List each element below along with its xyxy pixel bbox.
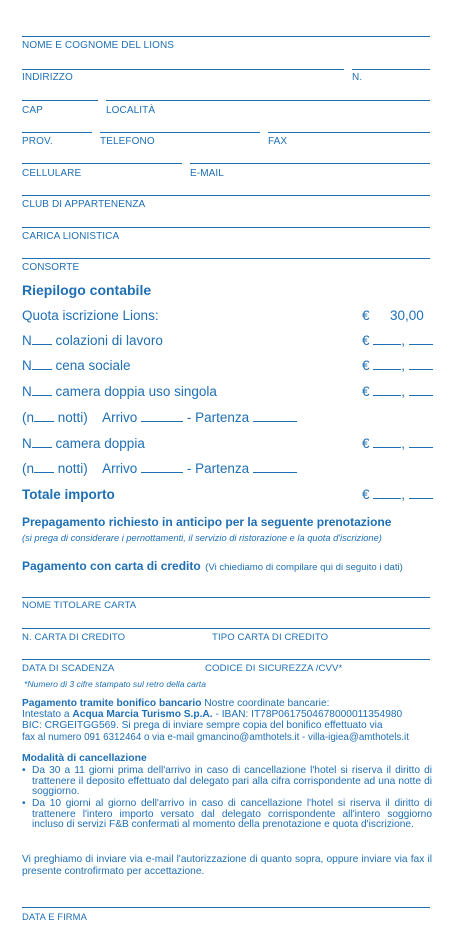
name-line[interactable] (22, 36, 430, 37)
breakfast-euro-input[interactable] (373, 334, 401, 345)
spouse-label: CONSORTE (22, 262, 80, 273)
breakfast-row: N colazioni di lavoro (22, 333, 163, 348)
cap-label: CAP (22, 105, 43, 116)
phone-label: TELEFONO (100, 136, 155, 147)
summary-title: Riepilogo contabile (22, 282, 152, 298)
bank-section: Pagamento tramite bonifico bancario Nostre coordinate bancarie: Intestato a Acqua Marcia Turismo S.p.A. - IBAN: IT78P0617504678000011354980 BIC: CRGEITGG569. Si prega di inviare sempre copia del bonifico effettuato via fax al numero 091 6312464 o via e-mail gmancino@amthotels.it - villa-igiea@amthotels.it (22, 698, 432, 743)
cancel-title: Modalità di cancellazione (22, 753, 147, 764)
total-euro-input[interactable] (373, 488, 401, 499)
arrival-1-input[interactable] (141, 411, 183, 422)
prepay-subtitle: (si prega di considerare i pernottamenti, il servizio di ristorazione e la quota d'iscrizione) (22, 533, 382, 543)
fax-label: FAX (268, 136, 288, 147)
double-amount: € , (362, 436, 433, 451)
name-label: NOME E COGNOME DEL LIONS (22, 40, 175, 51)
closing-text: Vi preghiamo di inviare via e-mail l'autorizzazione di quanto sopra, oppure inviare via fax il presente controfirmato per accettazione. (22, 854, 432, 877)
cvv-note: *Numero di 3 cifre stampato sul retro della carta (24, 679, 206, 689)
breakfast-amount: € , (362, 333, 433, 348)
nights-1-input[interactable] (34, 411, 54, 422)
phone-line[interactable] (100, 132, 260, 133)
spouse-line[interactable] (22, 258, 430, 259)
total-amount: € , (362, 487, 433, 502)
card-title: Pagamento con carta di credito (22, 559, 201, 573)
signature-label: DATA E FIRMA (22, 911, 87, 922)
fee-label: Quota iscrizione Lions: (22, 308, 159, 323)
nights-row-1: (n notti) Arrivo - Partenza (22, 410, 297, 425)
address-label: INDIRIZZO (22, 72, 73, 83)
fee-euro: € (362, 308, 370, 323)
double-single-row: N camera doppia uso singola (22, 384, 217, 399)
fax-line[interactable] (268, 132, 430, 133)
dinner-euro-input[interactable] (373, 359, 401, 370)
double-label: camera doppia (55, 436, 145, 451)
breakfast-qty-input[interactable] (32, 334, 52, 345)
cancel-bullet-1: • Da 30 a 11 giorni prima dell'arrivo in caso di cancellazione l'hotel si riserva il diritto di trattenere il deposito effettuato dal delegato pari alla cifra corrispondente ad una notte di soggiorno. (22, 765, 432, 798)
dinner-row: N cena sociale (22, 358, 131, 373)
bullet-icon: • (22, 765, 26, 776)
mobile-label: CELLULARE (22, 168, 82, 179)
card-cvv-label: CODICE DI SICUREZZA /CVV* (205, 663, 343, 674)
signature-line[interactable] (22, 907, 430, 908)
city-line[interactable] (106, 100, 430, 101)
card-number-line[interactable] (22, 628, 430, 629)
double-qty-input[interactable] (32, 437, 52, 448)
card-holder-line[interactable] (22, 597, 430, 598)
double-cents-input[interactable] (409, 437, 433, 448)
total-label: Totale importo (22, 487, 115, 502)
number-line[interactable] (352, 69, 430, 70)
card-type-label: TIPO CARTA DI CREDITO (212, 632, 329, 643)
double-single-euro-input[interactable] (373, 385, 401, 396)
email-line[interactable] (190, 163, 430, 164)
card-heading (22, 557, 403, 575)
double-single-qty-input[interactable] (32, 385, 52, 396)
dinner-label: cena sociale (55, 358, 131, 373)
address-line[interactable] (22, 69, 344, 70)
role-label: CARICA LIONISTICA (22, 231, 120, 242)
dinner-qty-input[interactable] (32, 359, 52, 370)
prov-line[interactable] (22, 132, 92, 133)
breakfast-cents-input[interactable] (409, 334, 433, 345)
nights-row-2: (n notti) Arrivo - Partenza (22, 461, 297, 476)
city-label: LOCALITÀ (106, 105, 156, 116)
departure-1-input[interactable] (253, 411, 297, 422)
card-expiry-label: DATA DI SCADENZA (22, 663, 115, 674)
departure-2-input[interactable] (253, 462, 297, 473)
bank-iban: - IBAN: IT78P0617504678000011354980 (215, 709, 403, 721)
card-holder-label: NOME TITOLARE CARTA (22, 600, 137, 611)
cancel-bullet-2: • Da 10 giorni al giorno dell'arrivo in caso di cancellazione l'hotel si riserva il diritto di trattenere l'intero importo versato dal delegato corrispondente all'intero soggiorno incluso di servizi F&B confermati al momento della prenotazione e quota d'iscrizione. (22, 798, 432, 831)
fee-value: 30,00 (390, 308, 424, 323)
number-label: N. (352, 72, 363, 83)
double-row: N camera doppia (22, 436, 145, 451)
bank-company: Acqua Marcia Turismo S.p.A. (72, 709, 213, 721)
club-line[interactable] (22, 195, 430, 196)
bank-bic: BIC: CRGEITGG569. Si prega di inviare sempre copia del bonifico effettuato via (22, 720, 383, 732)
bank-title: Pagamento tramite bonifico bancario (22, 698, 202, 709)
breakfast-label: colazioni di lavoro (55, 333, 163, 348)
club-label: CLUB DI APPARTENENZA (22, 199, 146, 210)
double-single-label: camera doppia uso singola (55, 384, 217, 399)
card-title-note: (Vi chiediamo di compilare qui di seguito i dati) (205, 562, 403, 573)
card-expiry-line[interactable] (22, 659, 430, 660)
double-single-amount: € , (362, 384, 433, 399)
double-single-cents-input[interactable] (409, 385, 433, 396)
mobile-line[interactable] (22, 163, 182, 164)
dinner-cents-input[interactable] (409, 359, 433, 370)
email-label: E-MAIL (190, 168, 224, 179)
cap-line[interactable] (22, 100, 98, 101)
role-line[interactable] (22, 227, 430, 228)
prov-label: PROV. (22, 136, 53, 147)
total-cents-input[interactable] (409, 488, 433, 499)
prepay-title: Prepagamento richiesto in anticipo per la seguente prenotazione (22, 515, 392, 529)
fee-row (22, 308, 159, 323)
arrival-2-input[interactable] (141, 462, 183, 473)
card-number-label: N. CARTA DI CREDITO (22, 632, 126, 643)
bank-contacts: fax al numero 091 6312464 o via e-mail gmancino@amthotels.it - villa-igiea@amthotels.it (22, 731, 409, 743)
double-euro-input[interactable] (373, 437, 401, 448)
nights-2-input[interactable] (34, 462, 54, 473)
bullet-icon: • (22, 798, 26, 809)
dinner-amount: € , (362, 358, 433, 373)
